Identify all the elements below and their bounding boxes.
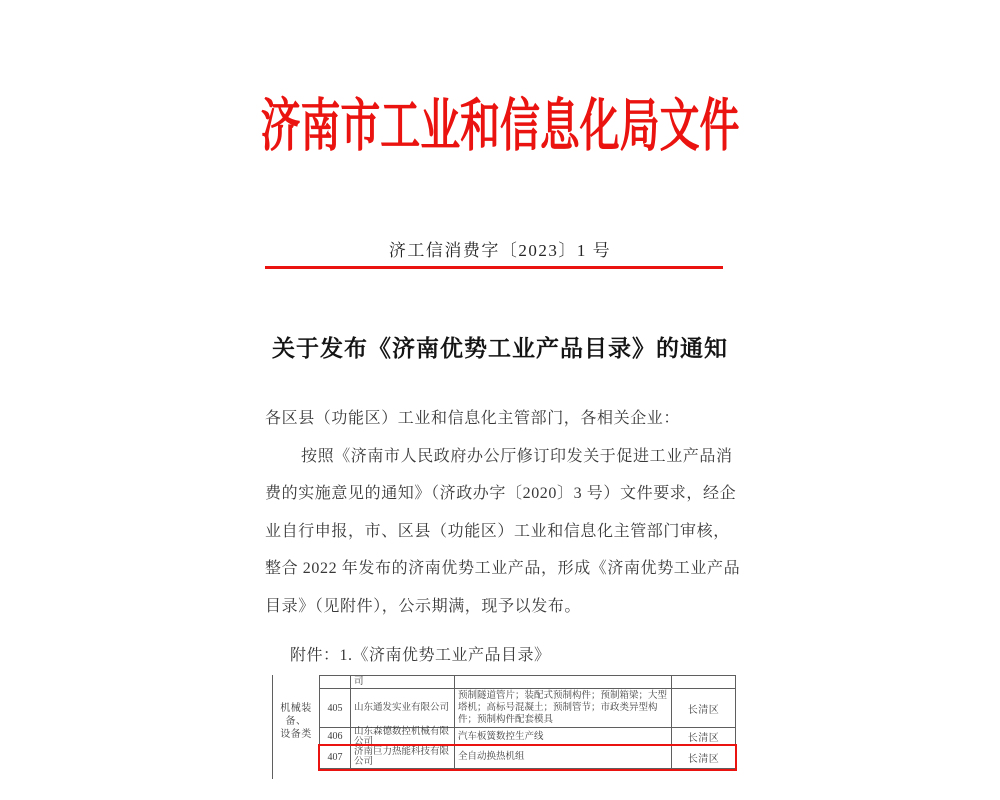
category-line: 设备类 [280, 729, 312, 740]
cell-number: 406 [327, 731, 343, 742]
cell-district: 长清区 [671, 746, 735, 768]
red-divider-line [265, 266, 723, 269]
table-row [320, 728, 735, 746]
cell-products: 预制隧道管片；装配式预制构件；预制箱梁；大型塔机；高标号混凝土；预制管节；市政类异型构件；预制构件配套模具 [454, 689, 671, 727]
body-line: 业自行申报，市、区县（功能区）工业和信息化主管部门审核， [265, 522, 730, 540]
table-rows [319, 675, 736, 769]
cell-district: 长清区 [671, 689, 735, 727]
cell-products: 全自动换热机组 [454, 746, 671, 768]
cell-number: 405 [327, 702, 343, 714]
company-fragment: 司 [354, 676, 364, 687]
cell-district [671, 676, 735, 688]
body-line: 整合 2022 年发布的济南优势工业产品，形成《济南优势工业产品 [265, 560, 741, 578]
cell-company [350, 676, 454, 688]
cell-company: 济南巨力热能科技有限公司 [350, 746, 454, 768]
cell-district: 长清区 [671, 728, 735, 745]
body-line: 目录》（见附件），公示期满，现予以发布。 [265, 597, 582, 615]
cell-number [320, 676, 350, 688]
catalog-table [272, 675, 736, 768]
body-line: 按照《济南市人民政府办公厅修订印发关于促进工业产品消 [301, 447, 733, 465]
cell-products [454, 676, 671, 688]
salutation-line: 各区县（功能区）工业和信息化主管部门，各相关企业： [265, 410, 681, 427]
category-cell [273, 675, 319, 768]
category-line: 机械装备、 [280, 703, 312, 727]
table-row-partial [320, 676, 735, 689]
body-line: 费的实施意见的通知》（济政办字〔2020〕3 号）文件要求，经企 [265, 485, 737, 503]
document-title: 济南市工业和信息化局文件 [260, 95, 740, 158]
cell-number: 407 [327, 751, 343, 763]
table-row [320, 689, 735, 728]
document-number: 济工信消费字〔2023〕1 号 [388, 241, 612, 260]
cell-company: 山东通发实业有限公司 [350, 689, 454, 727]
attachment-line: 附件：1.《济南优势工业产品目录》 [290, 647, 551, 664]
cell-company: 山东森德数控机械有限公司 [350, 728, 454, 745]
notice-body [265, 400, 739, 626]
table-row-highlighted [320, 746, 735, 769]
notice-title: 关于发布《济南优势工业产品目录》的通知 [272, 336, 728, 361]
cell-products: 汽车板簧数控生产线 [454, 728, 671, 745]
